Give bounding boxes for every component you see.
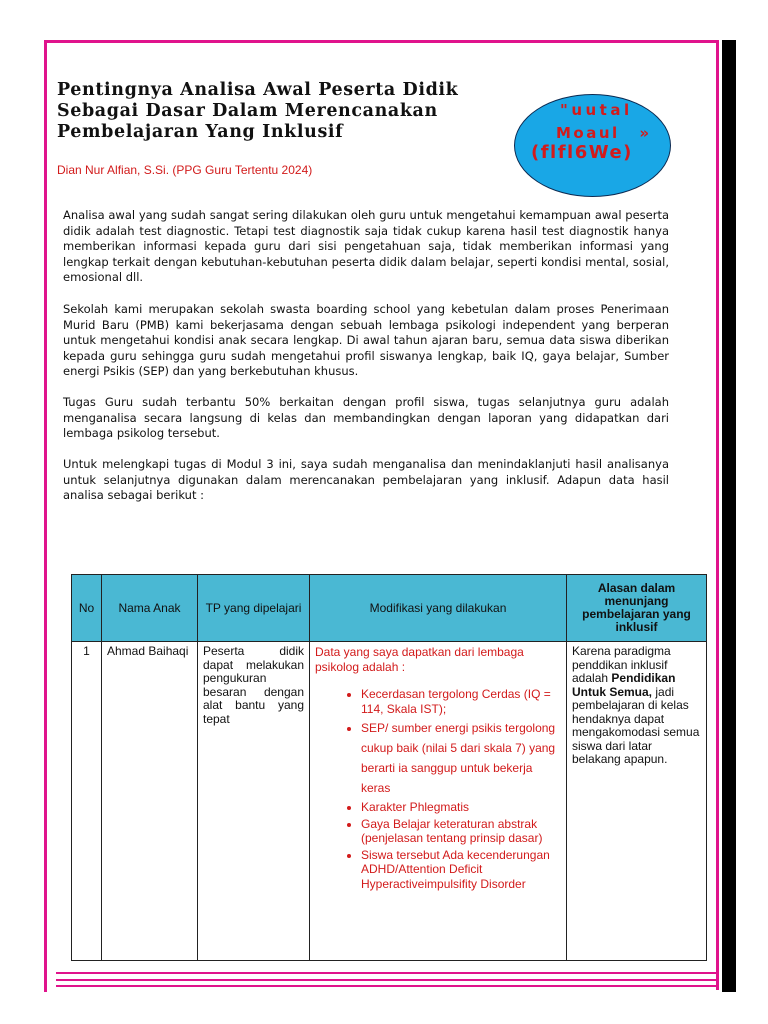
alasan-text: jadi pembelajaran di kelas hendaknya dapat mengakomodasi semua siswa dari latar belakang apapun. (572, 684, 700, 766)
cell-modifikasi (310, 642, 567, 961)
body-paragraph: Untuk melengkapi tugas di Modul 3 ini, saya sudah menganalisa dan menindaklanjuti hasil analisanya untuk selanjutnya digunakan dalam merencanakan pembelajaran yang inklusif. Adapun data hasil analisa sebagai berikut : (63, 457, 669, 502)
cell-no: 1 (72, 642, 102, 961)
badge-text-line: (flfl6We) (531, 142, 633, 163)
table-row (72, 642, 707, 961)
cell-tp: Peserta didik dapat melakukan pengukuran besaran dengan alat bantu yang tepat (198, 642, 310, 961)
modifikasi-list (315, 687, 561, 891)
analysis-table (71, 574, 707, 961)
cell-nama: Ahmad Baihaqi (102, 642, 198, 961)
badge-text-line: "uutal (560, 101, 633, 119)
author-line: Dian Nur Alfian, S.Si. (PPG Guru Tertentu 2024) (57, 163, 313, 177)
cell-alasan (567, 642, 707, 961)
list-item: • SEP/ sumber energi psikis tergolong cukup baik (nilai 5 dari skala 7) yang berarti ia sanggup untuk bekerja keras (361, 718, 561, 798)
header-alasan: Alasan dalam menunjang pembelajaran yang inklusif (567, 575, 707, 642)
header-no: No (72, 575, 102, 642)
page-border-top (45, 40, 719, 43)
body-paragraph: Sekolah kami merupakan sekolah swasta boarding school yang kebetulan dalam proses Penerimaan Murid Baru (PMB) kami bekerjasama dengan sebuah lembaga psikologi independent yang berperan untuk mengetahui kondisi anak secara lengkap. Di awal tahun ajaran baru, semua data siswa diberikan kepada guru sehingga guru sudah mengetahui profil siswanya lengkap, baik IQ, gaya belajar, Sumber energi Psikis (SEP) dan yang berkebutuhan khusus. (63, 302, 669, 378)
list-item: • Karakter Phlegmatis (361, 800, 561, 815)
list-item: • Siswa tersebut Ada kecenderungan ADHD/Attention Deficit Hyperactiveimpulsifity Disorder (361, 848, 561, 892)
badge-text-line: Moaul » (556, 124, 652, 142)
table-header-row (72, 575, 707, 642)
page-border-corner (44, 980, 47, 992)
body-paragraph: Analisa awal yang sudah sangat sering dilakukan oleh guru untuk mengetahui kemampuan awal peserta didik adalah test diagnostic. Tetapi test diagnostik saja tidak cukup karena hasil test diagnostik hanya memberikan informasi kepada guru dari sisi pengetahuan saja, tidak memberikan informasi yang lengkap terkait dengan kebutuhan-kebutuhan peserta didik dalam belajar, seperti kondisi mental, sosial, emosional dll. (63, 208, 669, 284)
body-paragraph: Tugas Guru sudah terbantu 50% berkaitan dengan profil siswa, tugas selanjutnya guru adalah menganalisa secara langsung di kelas dan membandingkan dengan laporan yang didapatkan dari lembaga psikolog tersebut. (63, 395, 669, 440)
alasan-text: Karena paradigma penddikan inklusif adalah (572, 644, 671, 685)
page-border-bottom (56, 985, 716, 987)
list-item: • Kecerdasan tergolong Cerdas (IQ = 114, Skala IST); (361, 687, 561, 716)
page-border-bottom (56, 979, 716, 981)
page-border-bottom (56, 972, 716, 974)
page-shadow (722, 40, 736, 992)
page-border-left (44, 40, 47, 990)
list-item: • Gaya Belajar keteraturan abstrak (penjelasan tentang prinsip dasar) (361, 817, 561, 846)
page-border-right (716, 40, 719, 990)
header-nama: Nama Anak (102, 575, 198, 642)
alasan-emphasis: Pendidikan Untuk Semua, (572, 671, 676, 699)
header-modifikasi: Modifikasi yang dilakukan (310, 575, 567, 642)
header-tp: TP yang dipelajari (198, 575, 310, 642)
document-title: Pentingnya Analisa Awal Peserta Didik Sebagai Dasar Dalam Merencanakan Pembelajaran Yang Inklusif (57, 80, 459, 142)
modifikasi-intro: Data yang saya dapatkan dari lembaga psikolog adalah : (315, 645, 524, 674)
